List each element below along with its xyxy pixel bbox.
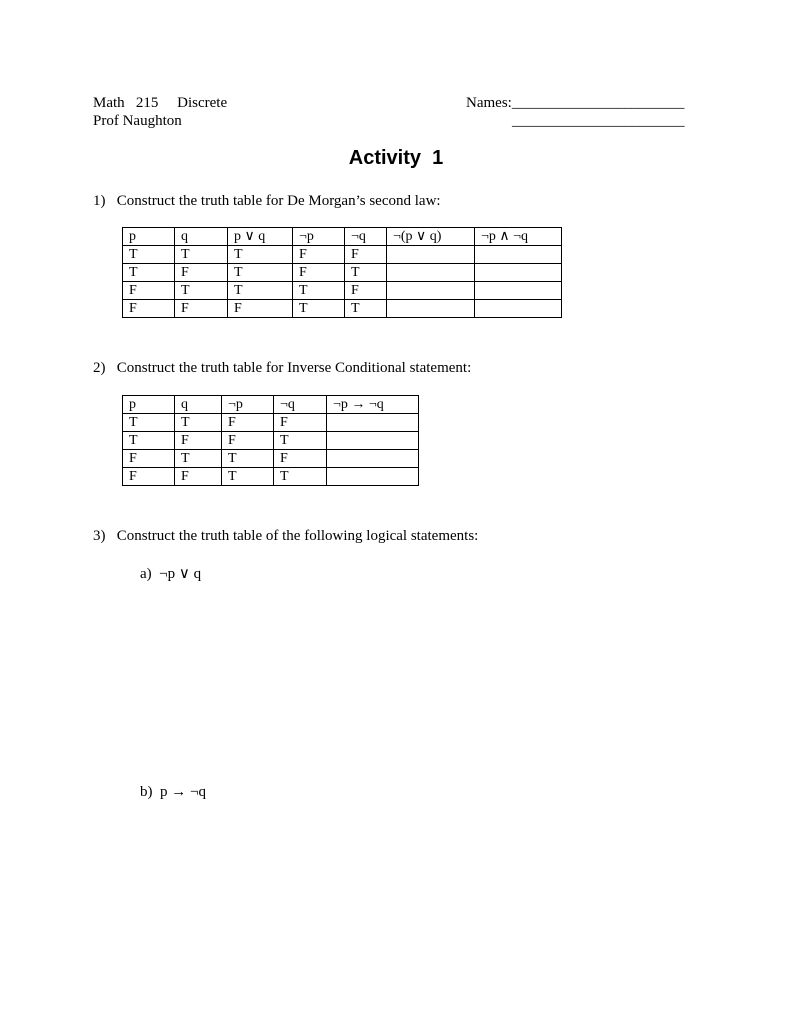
table-cell: T: [222, 450, 274, 468]
table-row: [123, 468, 419, 486]
answer-cell: [475, 246, 562, 264]
table-cell: F: [345, 246, 387, 264]
table-row: [123, 300, 562, 318]
answer-cell: [387, 300, 475, 318]
truth-table-de-morgan: [122, 227, 562, 318]
table-cell: F: [293, 246, 345, 264]
table-cell: F: [123, 450, 175, 468]
table-row: [123, 450, 419, 468]
table-cell: F: [175, 264, 228, 282]
table-row: [123, 414, 419, 432]
table-cell: T: [228, 282, 293, 300]
question-3-prompt: 3) Construct the truth table of the following logical statements:: [93, 528, 479, 544]
table-row: [123, 246, 562, 264]
table-cell: F: [274, 450, 327, 468]
table-cell: T: [175, 414, 222, 432]
table-cell: T: [228, 264, 293, 282]
header-cell: ¬p: [222, 396, 274, 414]
answer-cell: [327, 432, 419, 450]
table-cell: T: [123, 246, 175, 264]
header-cell: p: [123, 228, 175, 246]
table-cell: F: [274, 414, 327, 432]
professor-label: Prof Naughton: [93, 113, 182, 129]
table-cell: T: [345, 300, 387, 318]
table-cell: F: [222, 432, 274, 450]
question-1-prompt: 1) Construct the truth table for De Morgan’s second law:: [93, 193, 441, 209]
table-row: [123, 282, 562, 300]
header-cell: ¬q: [345, 228, 387, 246]
table-cell: F: [123, 282, 175, 300]
table-cell: T: [123, 432, 175, 450]
table-cell: F: [345, 282, 387, 300]
course-label: Math 215 Discrete: [93, 95, 228, 111]
table-row: [123, 432, 419, 450]
header-cell: q: [175, 396, 222, 414]
question-3b-statement: b) p → ¬q: [140, 784, 206, 800]
table-header-row: [123, 228, 562, 246]
header-cell: p ∨ q: [228, 228, 293, 246]
question-2-prompt: 2) Construct the truth table for Inverse Conditional statement:: [93, 360, 472, 376]
table-cell: F: [175, 300, 228, 318]
table-cell: T: [274, 468, 327, 486]
header-cell: ¬p → ¬q: [327, 396, 419, 414]
table-cell: T: [293, 282, 345, 300]
question-3a-statement: a) ¬p ∨ q: [140, 566, 202, 582]
header-cell: ¬(p ∨ q): [387, 228, 475, 246]
table-cell: T: [274, 432, 327, 450]
answer-cell: [475, 282, 562, 300]
table-cell: F: [123, 300, 175, 318]
page-title: Activity 1: [348, 147, 444, 169]
table-header-row: [123, 396, 419, 414]
names-field-line2: _______________________: [512, 113, 685, 129]
header-cell: ¬p ∧ ¬q: [475, 228, 562, 246]
header-cell: q: [175, 228, 228, 246]
table-cell: T: [175, 282, 228, 300]
table-cell: F: [123, 468, 175, 486]
header-cell: ¬p: [293, 228, 345, 246]
answer-cell: [475, 264, 562, 282]
answer-cell: [327, 414, 419, 432]
table-cell: T: [345, 264, 387, 282]
answer-cell: [475, 300, 562, 318]
header-cell: p: [123, 396, 175, 414]
table-cell: T: [222, 468, 274, 486]
table-cell: F: [222, 414, 274, 432]
header-cell: ¬q: [274, 396, 327, 414]
table-cell: F: [228, 300, 293, 318]
table-cell: T: [175, 246, 228, 264]
names-field: Names:_______________________: [466, 95, 685, 111]
table-cell: F: [293, 264, 345, 282]
table-cell: T: [228, 246, 293, 264]
answer-cell: [387, 264, 475, 282]
table-cell: T: [123, 414, 175, 432]
truth-table-inverse-conditional: [122, 395, 419, 486]
answer-cell: [387, 246, 475, 264]
answer-cell: [327, 450, 419, 468]
table-cell: T: [293, 300, 345, 318]
table-row: [123, 264, 562, 282]
answer-cell: [387, 282, 475, 300]
answer-cell: [327, 468, 419, 486]
table-cell: T: [175, 450, 222, 468]
table-cell: F: [175, 432, 222, 450]
table-cell: F: [175, 468, 222, 486]
table-cell: T: [123, 264, 175, 282]
